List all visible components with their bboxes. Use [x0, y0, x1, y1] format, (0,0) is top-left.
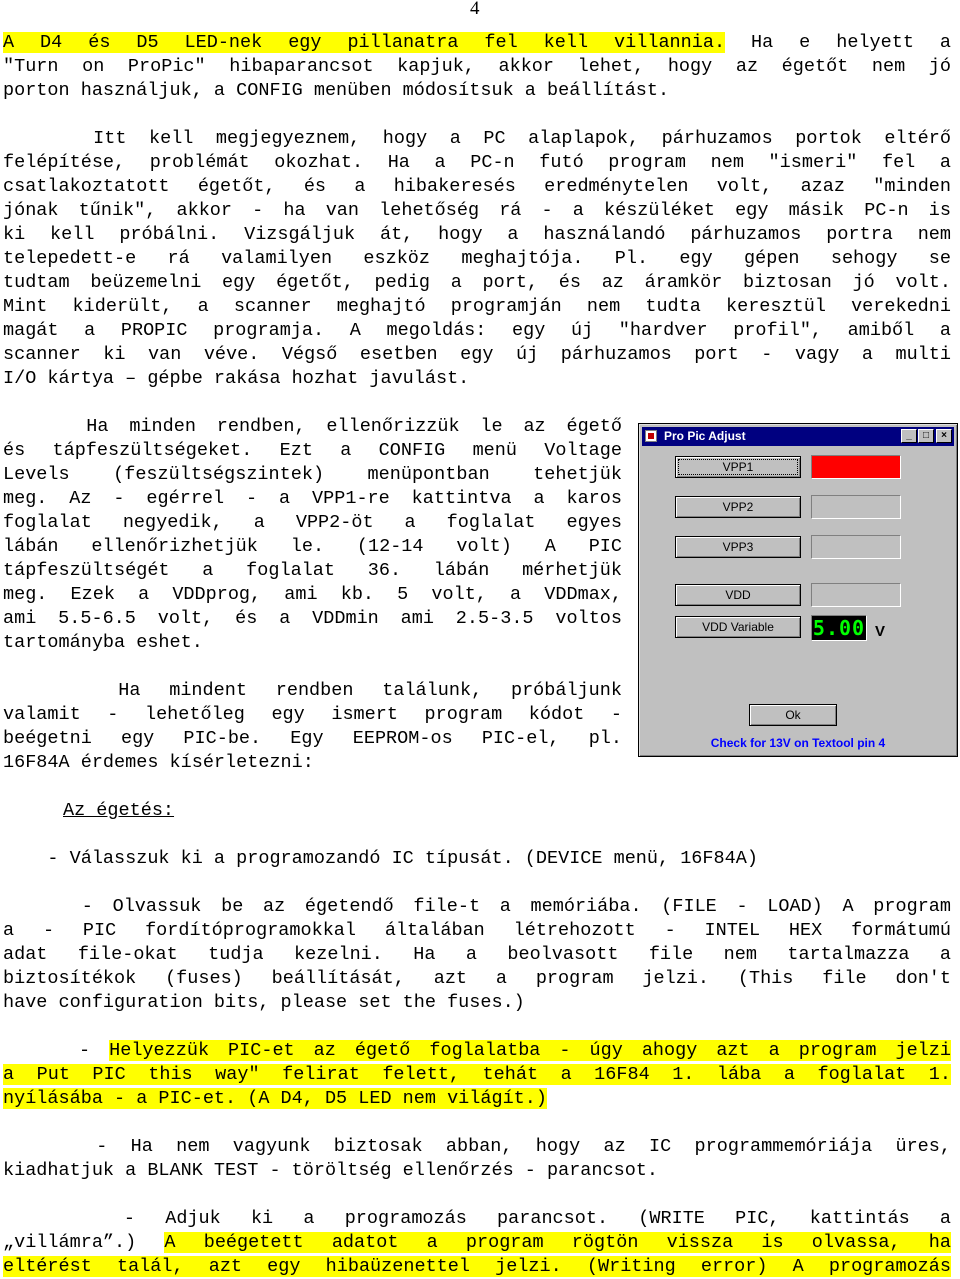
- p3-line: lábán ellenőrizhetjük le. (12-14 volt) A PIC: [3, 536, 622, 557]
- step2-line: - Olvassuk be az égetendő file-t a memóriába. (FILE - LOAD) A program: [3, 896, 951, 917]
- highlight: a Put PIC this way" felirat felett, tehát a 16F84 1. lába a foglalat 1.: [3, 1064, 951, 1085]
- ok-button[interactable]: Ok: [749, 704, 837, 726]
- step5-line-1: - Adjuk ki a programozás parancsot. (WRITE PIC, kattintás a: [3, 1208, 951, 1229]
- dialog-titlebar: [642, 427, 954, 446]
- p2-line: Itt kell megjegyeznem, hogy a PC alaplapok, párhuzamos portok eltérő: [3, 128, 951, 149]
- dialog-title: Pro Pic Adjust: [664, 429, 746, 443]
- step2-line: have configuration bits, please set the fuses.): [3, 992, 525, 1013]
- vdd-indicator: [811, 583, 901, 607]
- p3-line: Levels (feszültségszintek) menüpontban tehetjük: [3, 464, 622, 485]
- text: „villámra”.): [3, 1232, 165, 1253]
- highlight: Helyezzük PIC-et az égető foglalatba - úgy ahogy azt a program jelzi: [109, 1040, 951, 1061]
- p3-line: és tápfeszültségeket. Ezt a CONFIG menü Voltage: [3, 440, 622, 461]
- highlight: A beégetett adatot a program rögtön vissza is olvassa, ha: [164, 1232, 951, 1253]
- p2-line: scanner ki van véve. Végső esetben egy új párhuzamos port - vagy a multi: [3, 344, 951, 365]
- vpp2-indicator: [811, 495, 901, 519]
- highlight: nyílásába - a PIC-et. (A D4, D5 LED nem világít.): [3, 1088, 547, 1109]
- step2-line: a - PIC fordítóprogramokkal általában létrehozott - INTEL HEX formátumú: [3, 920, 951, 941]
- p3-line: meg. Ezek a VDDprog, ami kb. 5 volt, a VDDmax,: [3, 584, 622, 605]
- p4-line: 16F84A érdemes kísérletezni:: [3, 752, 314, 773]
- heading-text: Az égetés:: [63, 800, 175, 821]
- section-heading: [63, 799, 174, 823]
- step3-line-1: [3, 1039, 951, 1063]
- vpp1-button[interactable]: VPP1: [675, 456, 801, 478]
- p2-line: ki kell próbálni. Vizsgáljuk át, hogy a használandó párhuzamos portra nem: [3, 224, 951, 245]
- p3-line: tartományba eshet.: [3, 632, 203, 653]
- page-number: 4: [470, 0, 480, 19]
- p3-line: foglalat negyedik, a VPP2-öt a foglalat egyes: [3, 512, 622, 533]
- minimize-button[interactable]: _: [901, 429, 917, 443]
- p2-line: Mint kiderült, a scanner meghajtó programján nem tudta keresztül verekedni: [3, 296, 951, 317]
- highlight: A D4 és D5 LED-nek egy pillanatra fel kell villannia.: [3, 32, 726, 53]
- p1-line-3: porton használjuk, a CONFIG menüben módosítsuk a beállítást.: [3, 80, 670, 101]
- step3-line-2: [3, 1063, 951, 1087]
- step4-line: - Ha nem vagyunk biztosak abban, hogy az IC programmemóriája üres,: [3, 1136, 951, 1157]
- pro-pic-adjust-dialog: [638, 423, 958, 757]
- step3-line-3: [3, 1087, 951, 1111]
- step2-line: adat file-okat tudja kezelni. Ha a beolvasott file nem tartalmazza a: [3, 944, 951, 965]
- p2-line: jónak tűnik", akkor - ha van lehetőség rá - a készüléket egy másik PC-n is: [3, 200, 951, 221]
- p4-line: Ha mindent rendben találunk, próbáljunk: [3, 680, 622, 701]
- p2-line: I/O kártya – gépbe rakása hozhat javulást.: [3, 368, 470, 389]
- p1-line-1: [3, 31, 951, 55]
- app-icon: [645, 430, 657, 442]
- p3-line: meg. Az - egérrel - a VPP1-re kattintva a karos: [3, 488, 622, 509]
- maximize-button[interactable]: □: [918, 429, 934, 443]
- p4-line: valamit - lehetőleg egy ismert program kódot -: [3, 704, 622, 725]
- vpp3-button[interactable]: VPP3: [675, 536, 801, 558]
- voltage-display: 5.00: [812, 616, 866, 640]
- vdd-button[interactable]: VDD: [675, 584, 801, 606]
- p2-line: telepedett-e rá valamilyen eszköz meghajtója. Pl. egy gépen sehogy se: [3, 248, 951, 269]
- p2-line: csatlakoztatott égetőt, és a hibakeresés eredménytelen volt, azaz "minden: [3, 176, 951, 197]
- step5-line-3: [3, 1255, 951, 1279]
- highlight: eltérést talál, azt egy hibaüzenettel jelzi. (Writing error) A programozás: [3, 1256, 951, 1277]
- p3-line: ami 5.5-6.5 volt, és a VDDmin ami 2.5-3.5 voltos: [3, 608, 622, 629]
- p1-line-2: "Turn on ProPic" hibaparancsot kapjuk, akkor lehet, hogy az égetőt nem jó: [3, 56, 951, 77]
- step1-line: - Válasszuk ki a programozandó IC típusát. (DEVICE menü, 16F84A): [3, 848, 758, 869]
- vpp3-indicator: [811, 535, 901, 559]
- vpp2-button[interactable]: VPP2: [675, 496, 801, 518]
- step2-line: biztosítékok (fuses) beállítását, azt a program jelzi. (This file don't: [3, 968, 951, 989]
- p2-line: felépítése, problémát okozhat. Ha a PC-n futó program nem "ismeri" fel a: [3, 152, 951, 173]
- voltage-unit: V: [875, 623, 886, 640]
- check-message: Check for 13V on Textool pin 4: [710, 736, 886, 750]
- p2-line: tudtam beüzemelni egy égetőt, pedig a port, és az áramkör biztosan jó volt.: [3, 272, 951, 293]
- p3-line: Ha minden rendben, ellenőrizzük le az égető: [3, 416, 622, 437]
- vdd-variable-button[interactable]: VDD Variable: [675, 616, 801, 638]
- p2-line: magát a PROPIC programja. A megoldás: egy új "hardver profil", amiből a: [3, 320, 951, 341]
- p4-line: beégetni egy PIC-be. Egy EEPROM-os PIC-el, pl.: [3, 728, 622, 749]
- step4-line: kiadhatjuk a BLANK TEST - töröltség ellenőrzés - parancsot.: [3, 1160, 659, 1181]
- p3-line: tápfeszültségét a foglalat 36. lábán mérhetjük: [3, 560, 622, 581]
- step5-line-2: [3, 1231, 951, 1255]
- text: Ha e helyett a: [725, 32, 951, 53]
- close-button[interactable]: ×: [936, 429, 952, 443]
- text: -: [3, 1040, 110, 1061]
- vpp1-indicator: [811, 455, 901, 479]
